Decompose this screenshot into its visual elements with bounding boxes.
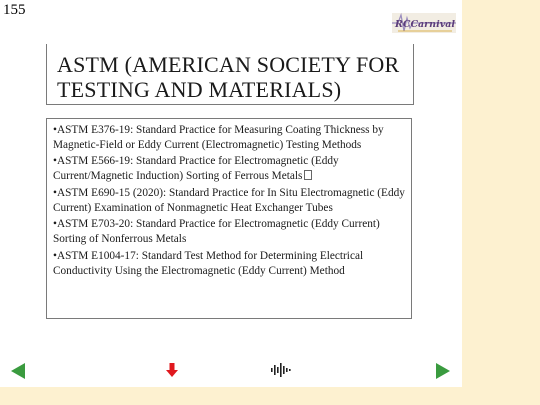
content-box bbox=[46, 118, 412, 319]
bullet-item bbox=[53, 154, 406, 183]
title-box bbox=[46, 44, 414, 105]
bullet-dot: • bbox=[53, 218, 57, 231]
audio-waveform-icon bbox=[270, 362, 292, 378]
missing-glyph-box bbox=[304, 170, 312, 180]
audio-button[interactable] bbox=[270, 362, 292, 378]
bullet-item bbox=[53, 217, 406, 246]
bullet-text: ASTM E1004-17: Standard Test Method for Determining Electrical Conductivity Using the Electromagnetic (Eddy Current) Method bbox=[53, 249, 364, 277]
logo-graphic bbox=[392, 10, 456, 36]
page-number: 155 bbox=[3, 2, 26, 18]
bullet-text: ASTM E703-20: Standard Practice for Electromagnetic (Eddy Current) Sorting of Nonferrous Metals bbox=[53, 218, 380, 246]
logo-text: RCCarnival bbox=[395, 19, 455, 30]
red-down-arrow-icon bbox=[166, 362, 178, 378]
title-line-1: ASTM (AMERICAN SOCIETY FOR bbox=[57, 52, 400, 77]
bullet-list bbox=[47, 119, 411, 278]
bullet-text: ASTM E376-19: Standard Practice for Measuring Coating Thickness by Magnetic-Field or Eddy Current (Electromagnetic) Testing Methods bbox=[53, 124, 384, 151]
bullet-text: ASTM E690-15 (2020): Standard Practice for In Situ Electromagnetic (Eddy Current) Examination of Nonmagnetic Heat Exchanger Tubes bbox=[53, 186, 405, 214]
bullet-dot: • bbox=[53, 186, 57, 199]
bullet-text: ASTM E566-19: Standard Practice for Electromagnetic (Eddy Current/Magnetic Induction) Sorting of Ferrous Metals bbox=[53, 155, 339, 183]
next-slide-button[interactable] bbox=[434, 362, 452, 380]
left-triangle-icon bbox=[9, 362, 27, 380]
right-triangle-icon bbox=[434, 362, 452, 380]
bullet-item bbox=[53, 123, 406, 152]
bullet-dot: • bbox=[53, 249, 57, 262]
bullet-item bbox=[53, 186, 406, 215]
title-line-2: TESTING AND MATERIALS) bbox=[57, 77, 342, 102]
bullet-item bbox=[53, 249, 406, 278]
previous-slide-button[interactable] bbox=[9, 362, 27, 380]
bullet-dot: • bbox=[53, 155, 57, 168]
bullet-dot: • bbox=[53, 124, 57, 136]
rccarnival-logo bbox=[392, 10, 456, 36]
down-arrow-button[interactable] bbox=[166, 362, 178, 378]
slide-title bbox=[57, 52, 399, 102]
